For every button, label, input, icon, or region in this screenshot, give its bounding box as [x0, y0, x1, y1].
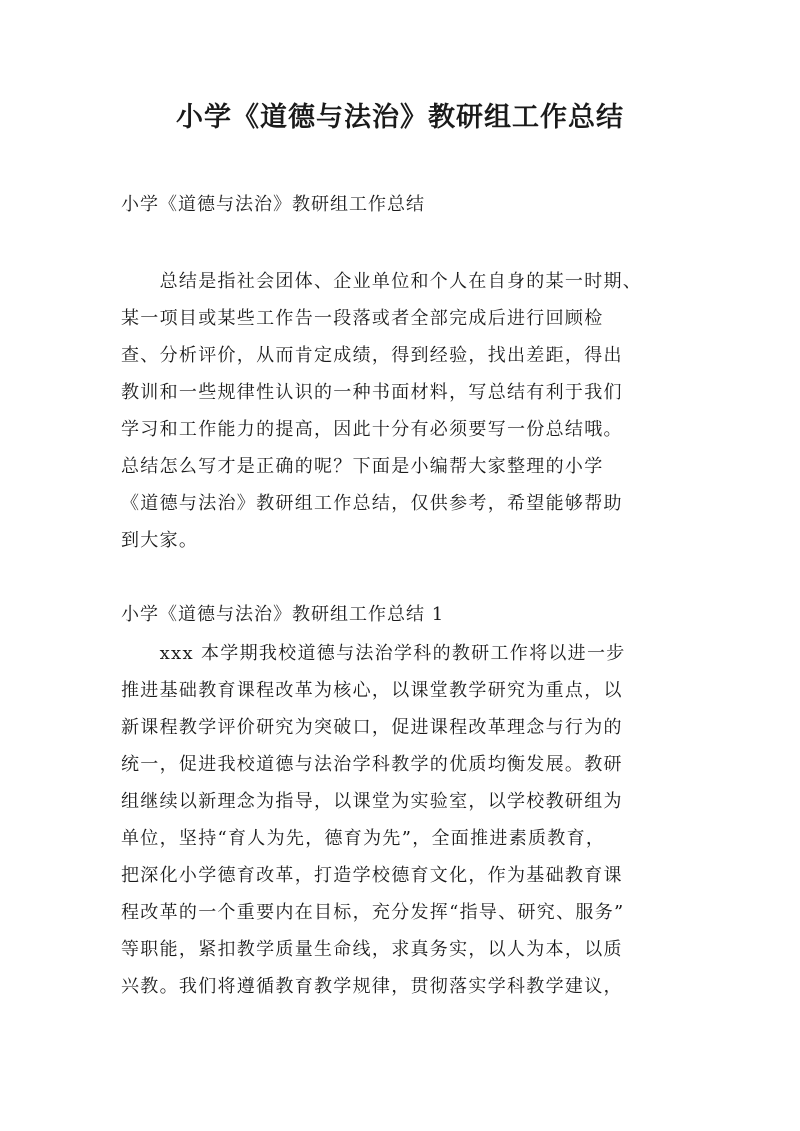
paragraph-line: 《道德与法治》教研组工作总结，仅供参考，希望能够帮助 [121, 493, 623, 514]
paragraph-line: 教训和一些规律性认识的一种书面材料，写总结有利于我们 [121, 382, 623, 403]
paragraph-line: 查、分析评价，从而肯定成绩，得到经验，找出差距，得出 [121, 345, 623, 366]
paragraph-line: 总结怎么写才是正确的呢？下面是小编帮大家整理的小学 [121, 456, 604, 477]
section-heading: 小学《道德与法治》教研组工作总结 1 [121, 604, 445, 625]
paragraph-line: 把深化小学德育改革，打造学校德育文化，作为基础教育课 [121, 865, 623, 886]
paragraph-line: 统一，促进我校道德与法治学科教学的优质均衡发展。教研 [121, 754, 623, 775]
paragraph-line: 新课程教学评价研究为突破口，促进课程改革理念与行为的 [121, 717, 623, 738]
paragraph-line: 程改革的一个重要内在目标，充分发挥“指导、研究、服务” [121, 902, 625, 923]
paragraph-line: 某一项目或某些工作告一段落或者全部完成后进行回顾检 [121, 308, 604, 329]
paragraph-line: 兴教。我们将遵循教育教学规律，贯彻落实学科教学建议， [121, 976, 623, 997]
paragraph-line: 学习和工作能力的提高，因此十分有必须要写一份总结哦。 [121, 419, 623, 440]
paragraph-line: 组继续以新理念为指导，以课堂为实验室，以学校教研组为 [121, 791, 623, 812]
paragraph-line: 单位，坚持“育人为先，德育为先”，全面推进素质教育， [121, 828, 606, 849]
intro-paragraph [121, 263, 691, 559]
document-title: 小学《道德与法治》教研组工作总结 [176, 102, 624, 133]
paragraph-line: 到大家。 [121, 530, 199, 551]
paragraph-line: 总结是指社会团体、企业单位和个人在自身的某一时期、 [121, 271, 643, 292]
paragraph-line: 等职能，紧扣教学质量生命线，求真务实，以人为本，以质 [121, 939, 623, 960]
paragraph-line: 推进基础教育课程改革为核心，以课堂教学研究为重点，以 [121, 680, 623, 701]
paragraph-line: xxx 本学期我校道德与法治学科的教研工作将以进一步 [121, 643, 626, 664]
document-subtitle: 小学《道德与法治》教研组工作总结 [121, 194, 425, 215]
section-paragraph [121, 635, 691, 1005]
